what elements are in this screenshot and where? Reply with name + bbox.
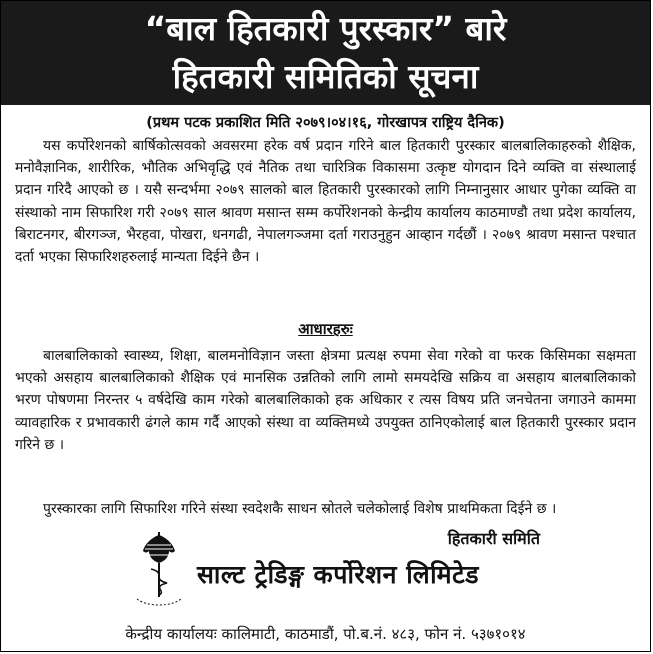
notice-title-line2: हितकारी समितिको सूचना xyxy=(172,57,479,96)
signature-committee: हितकारी समिति xyxy=(447,529,540,548)
basis-heading-text: आधारहरुः xyxy=(298,320,353,338)
criteria-paragraph: बालबालिकाको स्वास्थ्य, शिक्षा, बालमनोविज्ञान जस्ता क्षेत्रमा प्रत्यक्ष रुपमा सेवा गरेको वा फरक किसिमका सक्षमता भएको असहाय बालबालिकाको शैक्षिक एवं मानसिक उन्नतिको लागि लामो समयदेखि सक्रिय वा असहाय बालबालिकाको भरण पोषणमा निरन्तर ५ वर्षदेखि काम गरेको बालबालिकाको हक अधिकार र त्यस विषय प्रति जनचेतना जगाउने काममा व्यावहारिक र प्रभावकारी ढंगले काम गर्दै आएको संस्था वा व्यक्तिमध्ये उपयुक्त ठानिएकोलाई बाल हितकारी पुरस्कार प्रदान गरिने छ । xyxy=(15,348,636,453)
notice-title-line1: “बाल हितकारी पुरस्कार” बारे xyxy=(144,9,507,48)
publication-note: (प्रथम पटक प्रकाशित मिति २०७९।०४।१६, गोरखापत्र राष्ट्रिय दैनिक) xyxy=(146,115,505,131)
salt-trading-emblem-icon xyxy=(131,529,187,615)
basis-heading xyxy=(1,319,650,339)
footer-address: केन्द्रीय कार्यालयः कालिमाटी, काठमाडौं, पो.ब.नं. ४८३, फोन नं. ५३७१०१४ xyxy=(125,625,526,643)
company-name: साल्ट ट्रेडिङ्ग कर्पोरेशन लिमिटेड xyxy=(197,560,480,589)
priority-paragraph: पुरस्कारका लागि सिफारिश गरिने संस्था स्वदेशकै साधन स्रोतले चलेकोलाई विशेष प्राथमिकता दिईने छ । xyxy=(43,501,557,517)
intro-paragraph: यस कर्पोरेशनको बार्षिकोत्सवको अवसरमा हरेक वर्ष प्रदान गरिने बाल हितकारी पुरस्कार बालबालिकाहरुको शैक्षिक, मनोवैज्ञानिक, शारीरिक, भौतिक अभिवृद्धि एवं नैतिक तथा चारित्रिक विकासमा उत्कृष्ट योगदान दिने व्यक्ति वा संस्थालाई प्रदान गरिदै आएको छ । यसै सन्दर्भमा २०७९ सालको बाल हितकारी पुरस्कारको लागि निम्नानुसार आधार पुगेका व्यक्ति वा संस्थाको नाम सिफारिश गरी २०७९ साल श्रावण मसान्त सम्म कर्पोरेशनको केन्द्रीय कार्यालय काठमाण्डौ तथा प्रदेश कार्यालय, बिराटनगर, बीरगञ्ज, भैरहवा, पोखरा, धनगढी, नेपालगञ्जमा दर्ता गराउनुहुन आव्हान गर्दछौं । २०७९ श्रावण मसान्त पश्चात दर्ता भएका सिफारिशहरुलाई मान्यता दिईने छैन । xyxy=(15,138,636,266)
notice-header xyxy=(1,1,650,105)
